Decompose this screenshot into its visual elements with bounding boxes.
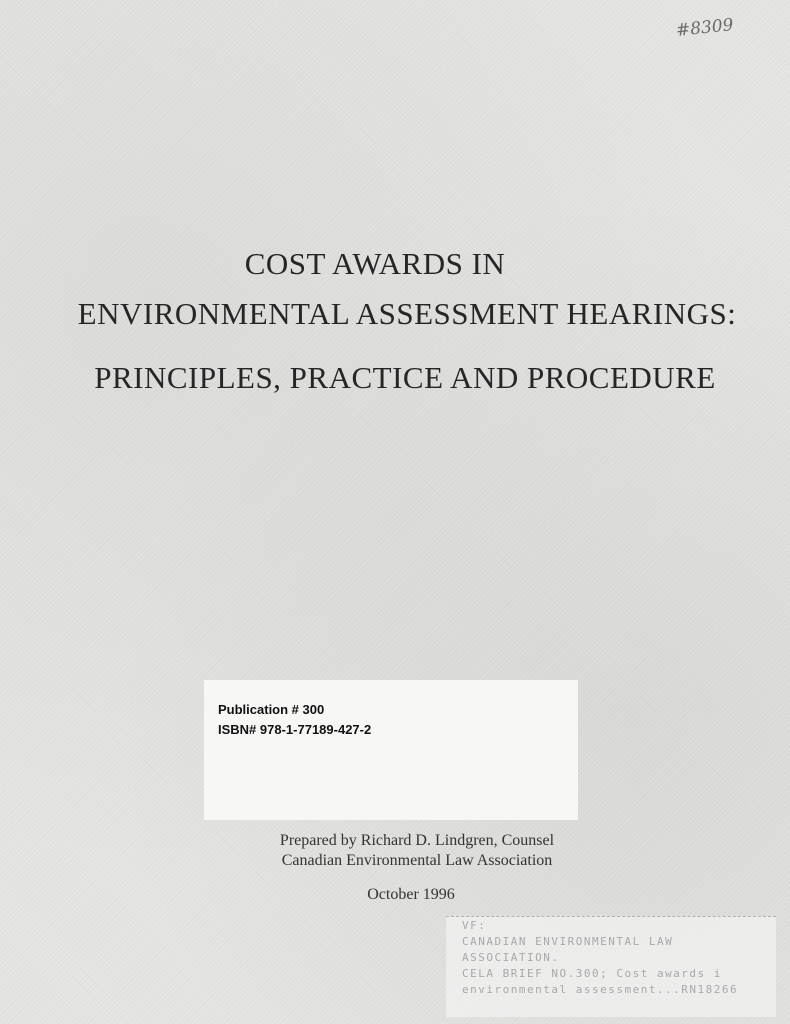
stamp-line-2: ASSOCIATION. (462, 951, 560, 964)
title-line-1: COST AWARDS IN (244, 246, 506, 281)
publication-number: Publication # 300 (218, 702, 325, 717)
publication-label (204, 680, 578, 820)
organization: Canadian Environmental Law Association (281, 852, 553, 869)
library-stamp (446, 916, 776, 1017)
stamp-line-4: environmental assessment...RN18266 (462, 983, 739, 996)
isbn: ISBN# 978-1-77189-427-2 (218, 722, 372, 737)
stamp-line-3: CELA BRIEF NO.300; Cost awards i (462, 967, 722, 980)
stamp-line-1: CANADIAN ENVIRONMENTAL LAW (462, 935, 674, 948)
handwritten-note: #8309 (675, 15, 735, 41)
prepared-by: Prepared by Richard D. Lindgren, Counsel (279, 832, 555, 849)
publication-date: October 1996 (367, 886, 455, 903)
title-line-3: PRINCIPLES, PRACTICE AND PROCEDURE (94, 360, 716, 395)
title-line-2: ENVIRONMENTAL ASSESSMENT HEARINGS: (77, 296, 737, 331)
stamp-line-0: VF: (462, 919, 487, 932)
